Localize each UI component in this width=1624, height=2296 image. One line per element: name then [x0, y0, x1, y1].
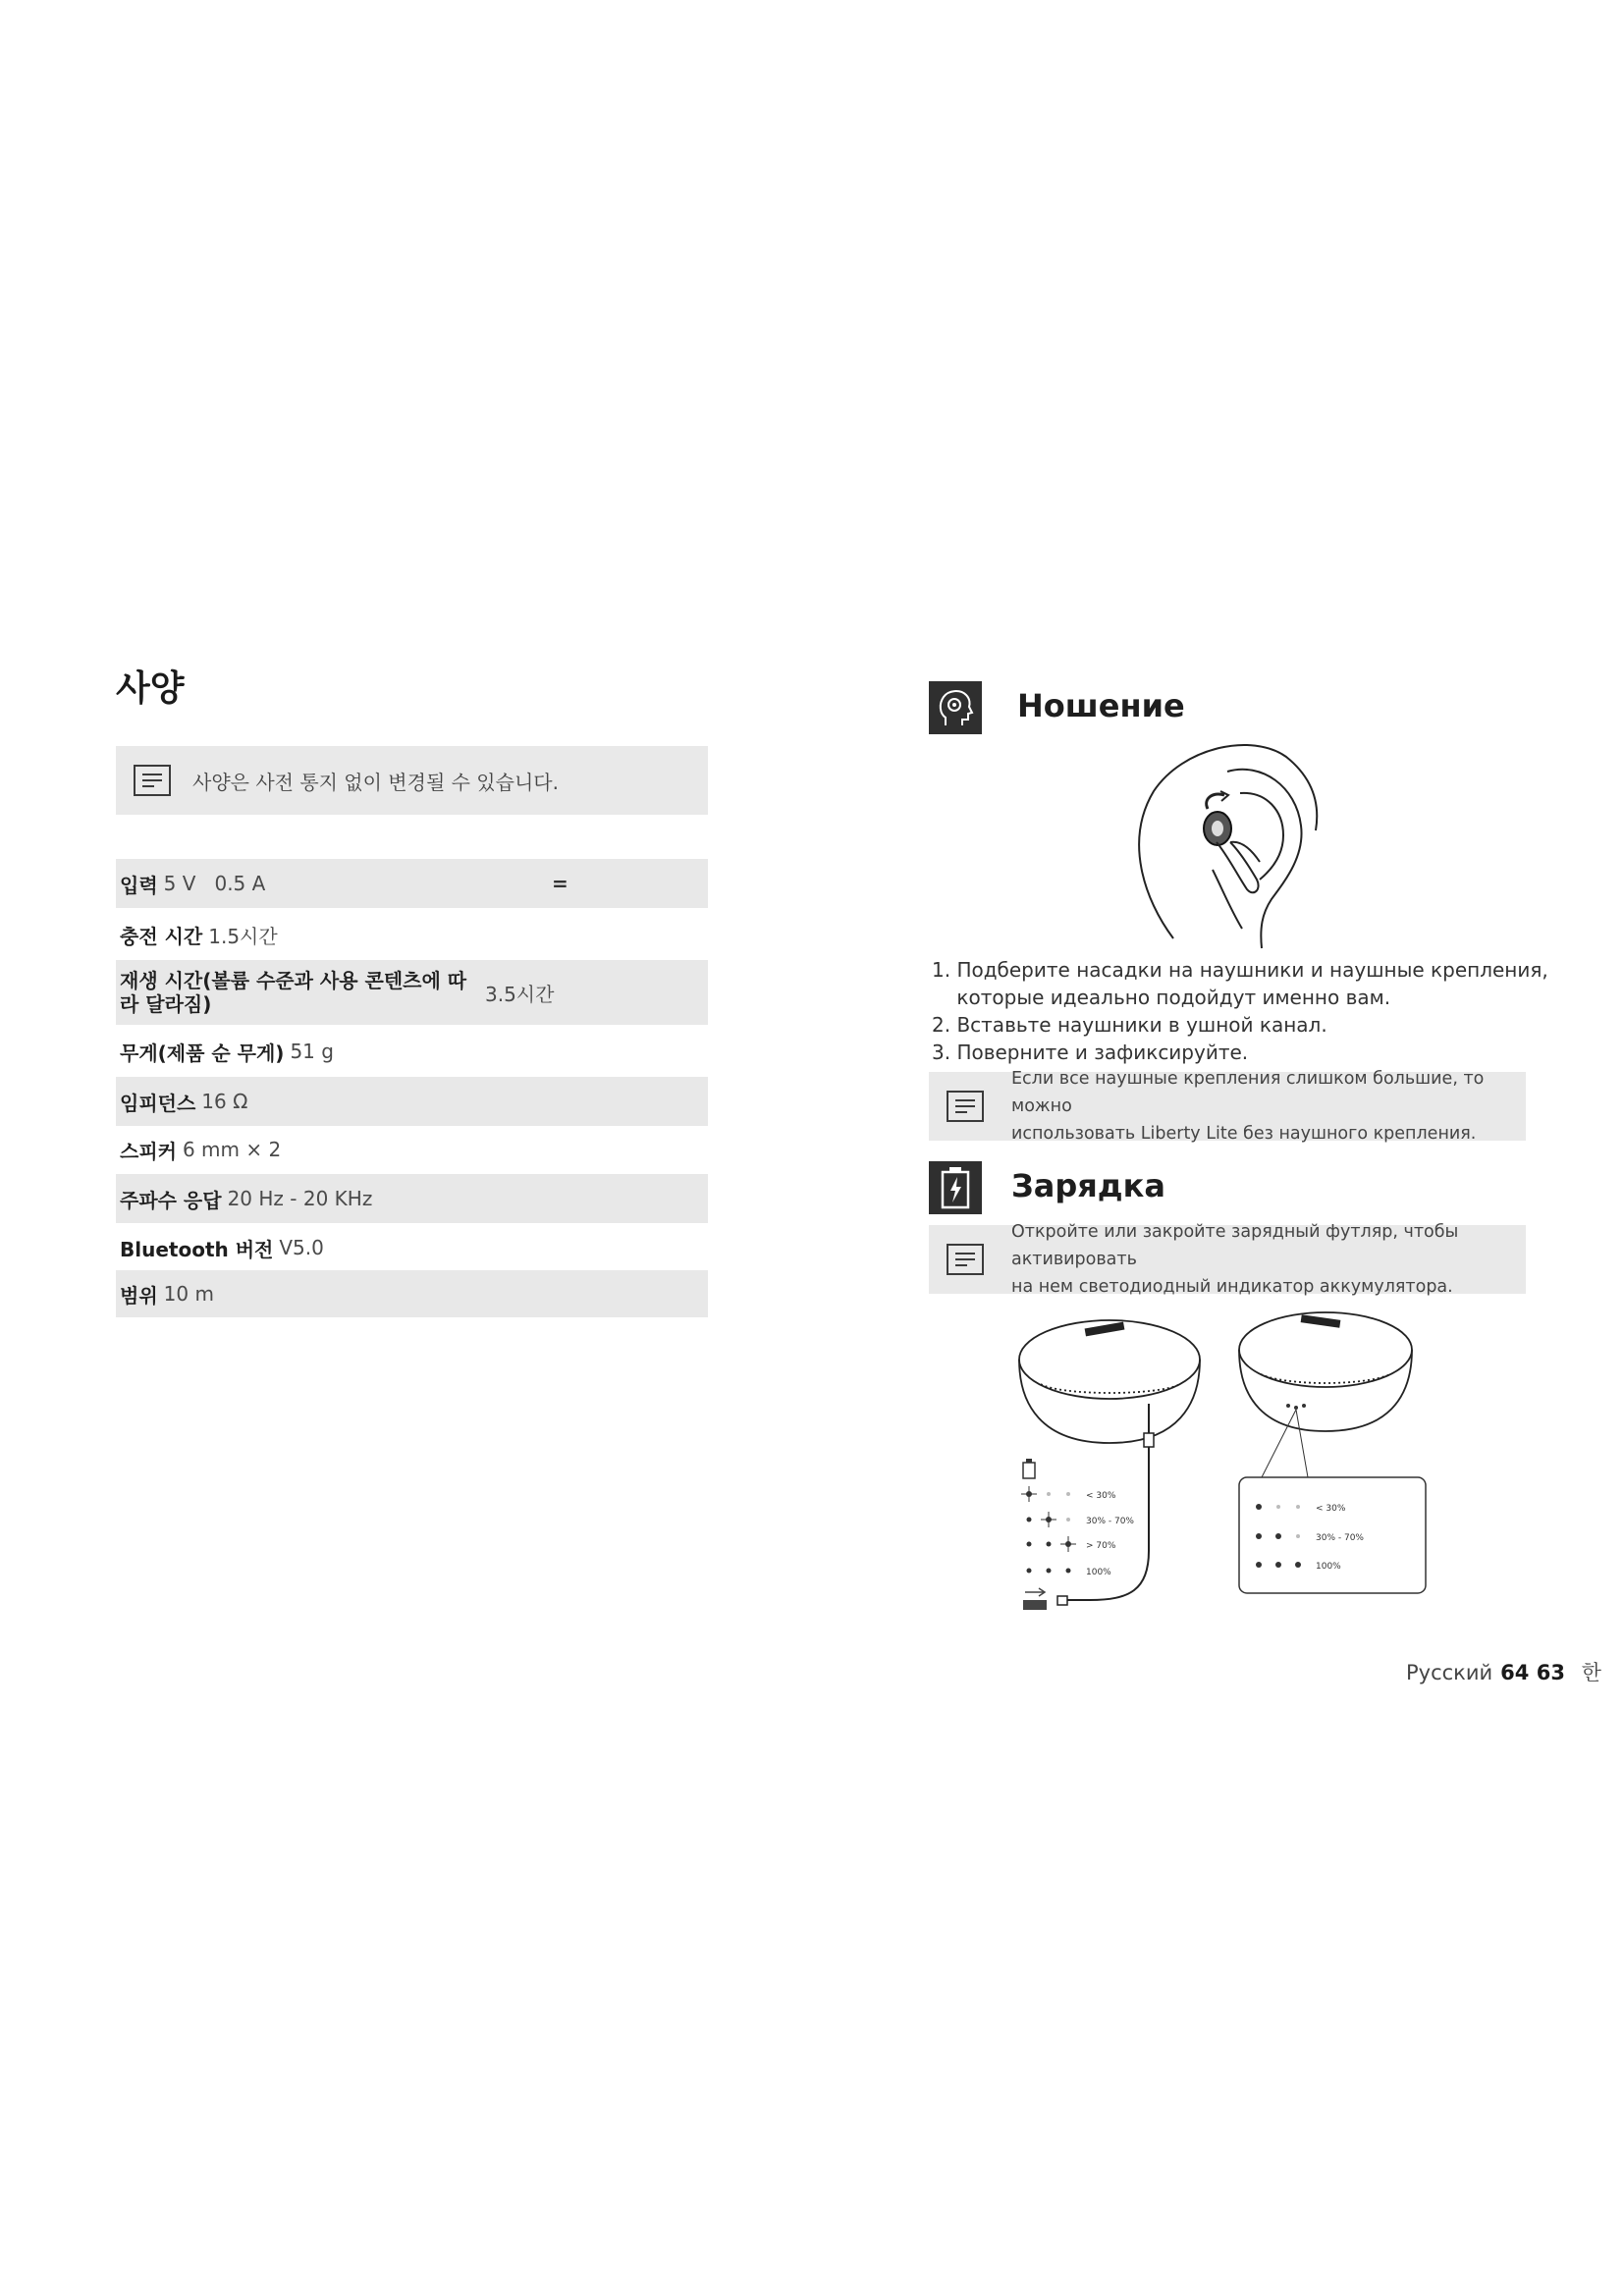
- specs-note: [116, 746, 708, 815]
- led-label-left-1: < 30%: [1086, 1491, 1116, 1501]
- specs-title: 사양: [116, 668, 185, 709]
- step-2: 2. Вставьте наушники в ушной канал.: [932, 1013, 1327, 1037]
- spec-row-weight: 무게(제품 순 무게) 51 g: [120, 1040, 334, 1065]
- charging-title: Зарядка: [1011, 1167, 1165, 1204]
- page-footer: [1406, 1657, 1601, 1686]
- spec-row-charge-time: 충전 시간 1.5시간: [120, 924, 278, 948]
- spec-row-frequency: 주파수 응답 20 Hz - 20 KHz: [116, 1174, 708, 1223]
- led-rows-left: [1021, 1486, 1076, 1574]
- spec-row-bluetooth: Bluetooth 버전 V5.0: [120, 1236, 324, 1261]
- spec-row-input: 입력 5 V 0.5 A =: [116, 859, 708, 908]
- led-label-left-2: 30% - 70%: [1086, 1517, 1134, 1526]
- charging-illustration: [1011, 1306, 1443, 1639]
- footer-page-numbers: 64 63: [1500, 1661, 1565, 1684]
- wearing-title: Ношение: [1017, 687, 1185, 724]
- usb-icon: [1023, 1588, 1047, 1610]
- step-1: 1. Подберите насадки на наушники и наушные крепления,: [932, 958, 1548, 982]
- wearing-note: Если все наушные крепления слишком большие, то можно использовать Liberty Lite без наушного крепления.: [929, 1072, 1526, 1141]
- wearing-steps: [932, 956, 1548, 1066]
- specs-note-text: 사양은 사전 통지 없이 변경될 수 있습니다.: [192, 770, 559, 794]
- case-right: [1239, 1312, 1412, 1431]
- note-icon: [947, 1091, 984, 1122]
- note-icon: [134, 765, 171, 796]
- ear-illustration: [1114, 732, 1330, 953]
- charging-icon: [929, 1161, 982, 1214]
- charging-note: Откройте или закройте зарядный футляр, чтобы активировать на нем светодиодный индикатор аккумулятора.: [929, 1225, 1526, 1294]
- footer-other-language: 한: [1581, 1661, 1601, 1684]
- spec-row-speaker: 스피커 6 mm × 2: [120, 1138, 282, 1163]
- led-label-left-3: > 70%: [1086, 1541, 1116, 1551]
- wearing-icon: [929, 681, 982, 734]
- step-1-cont: которые идеально подойдут именно вам.: [932, 986, 1391, 1009]
- led-label-right-3: 100%: [1316, 1562, 1341, 1572]
- note-icon: [947, 1244, 984, 1275]
- led-label-right-1: < 30%: [1316, 1504, 1346, 1514]
- step-3: 3. Поверните и зафиксируйте.: [932, 1041, 1249, 1064]
- dc-symbol: =: [552, 872, 568, 895]
- footer-language: Русский: [1406, 1661, 1493, 1684]
- spec-row-play-time: 재생 시간(볼륨 수준과 사용 콘텐츠에 따라 달라짐) 3.5시간: [116, 960, 708, 1025]
- spec-row-range: 범위 10 m: [116, 1270, 708, 1317]
- led-label-right-2: 30% - 70%: [1316, 1533, 1364, 1543]
- spec-row-impedance: 임피던스 16 Ω: [116, 1077, 708, 1126]
- case-left: [1019, 1320, 1200, 1443]
- led-label-left-4: 100%: [1086, 1568, 1111, 1577]
